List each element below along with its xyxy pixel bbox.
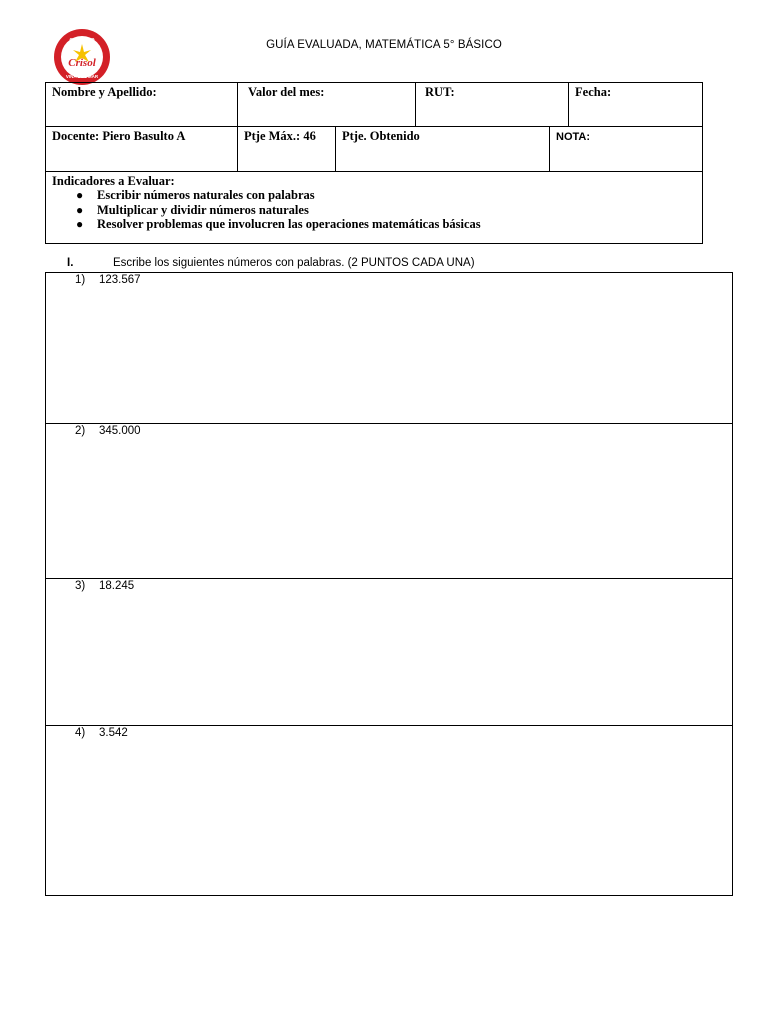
ptje-max-label: Ptje Máx.: 46 xyxy=(244,129,316,143)
answer-row xyxy=(46,424,733,579)
question-value: 123.567 xyxy=(99,274,141,286)
page-title: GUÍA EVALUADA, MATEMÁTICA 5° BÁSICO xyxy=(266,39,502,51)
logo-name: Crisol xyxy=(68,57,96,69)
question-number: 1) xyxy=(75,274,86,286)
indicadores-title: Indicadores a Evaluar: xyxy=(52,174,175,188)
question-value: 3.542 xyxy=(99,727,128,739)
bullet-icon: ● xyxy=(76,188,84,202)
list-item: ● Multiplicar y dividir números naturales xyxy=(76,202,309,217)
question-number: 4) xyxy=(75,727,86,739)
bullet-icon: ● xyxy=(76,217,84,231)
question-value: 18.245 xyxy=(99,580,135,592)
fecha-cell[interactable] xyxy=(569,83,703,127)
rut-cell[interactable] xyxy=(416,83,569,127)
answer-box-1[interactable] xyxy=(46,273,733,424)
list-item: ● Resolver problemas que involucren las operaciones matemáticas básicas xyxy=(76,217,481,231)
nota-label: NOTA: xyxy=(556,131,591,143)
section-heading xyxy=(67,257,475,269)
answer-row xyxy=(46,726,733,896)
answer-box-2[interactable] xyxy=(46,424,733,579)
question-value: 345.000 xyxy=(99,425,141,437)
section-number: I. xyxy=(67,257,74,269)
nombre-label: Nombre y Apellido: xyxy=(52,85,157,99)
ptje-obtenido-label: Ptje. Obtenido xyxy=(342,129,420,143)
student-info-table xyxy=(45,82,703,244)
nombre-cell[interactable] xyxy=(46,83,238,127)
fecha-label: Fecha: xyxy=(575,85,612,99)
indicadores-cell xyxy=(46,172,703,244)
answer-box-4[interactable] xyxy=(46,726,733,896)
valor-cell[interactable] xyxy=(238,83,416,127)
answer-row xyxy=(46,579,733,726)
answer-box-3[interactable] xyxy=(46,579,733,726)
logo-top-text: COLEGIO xyxy=(69,38,95,44)
bullet-icon: ● xyxy=(76,202,84,217)
logo-bottom-text: VIÑA DEL MAR xyxy=(65,74,99,79)
ptje-obtenido-cell[interactable] xyxy=(336,127,550,172)
ptje-max-cell xyxy=(238,127,336,172)
answer-row xyxy=(46,273,733,424)
answers-table xyxy=(45,272,733,896)
nota-cell[interactable] xyxy=(550,127,703,172)
indicadores-list xyxy=(52,188,696,232)
docente-label: Docente: Piero Basulto A xyxy=(52,129,186,143)
question-number: 2) xyxy=(75,425,86,437)
valor-label: Valor del mes: xyxy=(248,85,325,99)
docente-cell xyxy=(46,127,238,172)
question-number: 3) xyxy=(75,580,86,592)
section-instruction: Escribe los siguientes números con palabras. (2 PUNTOS CADA UNA) xyxy=(113,257,475,269)
school-logo xyxy=(53,28,111,86)
list-item: ● Escribir números naturales con palabras xyxy=(76,188,315,202)
rut-label: RUT: xyxy=(425,85,455,99)
